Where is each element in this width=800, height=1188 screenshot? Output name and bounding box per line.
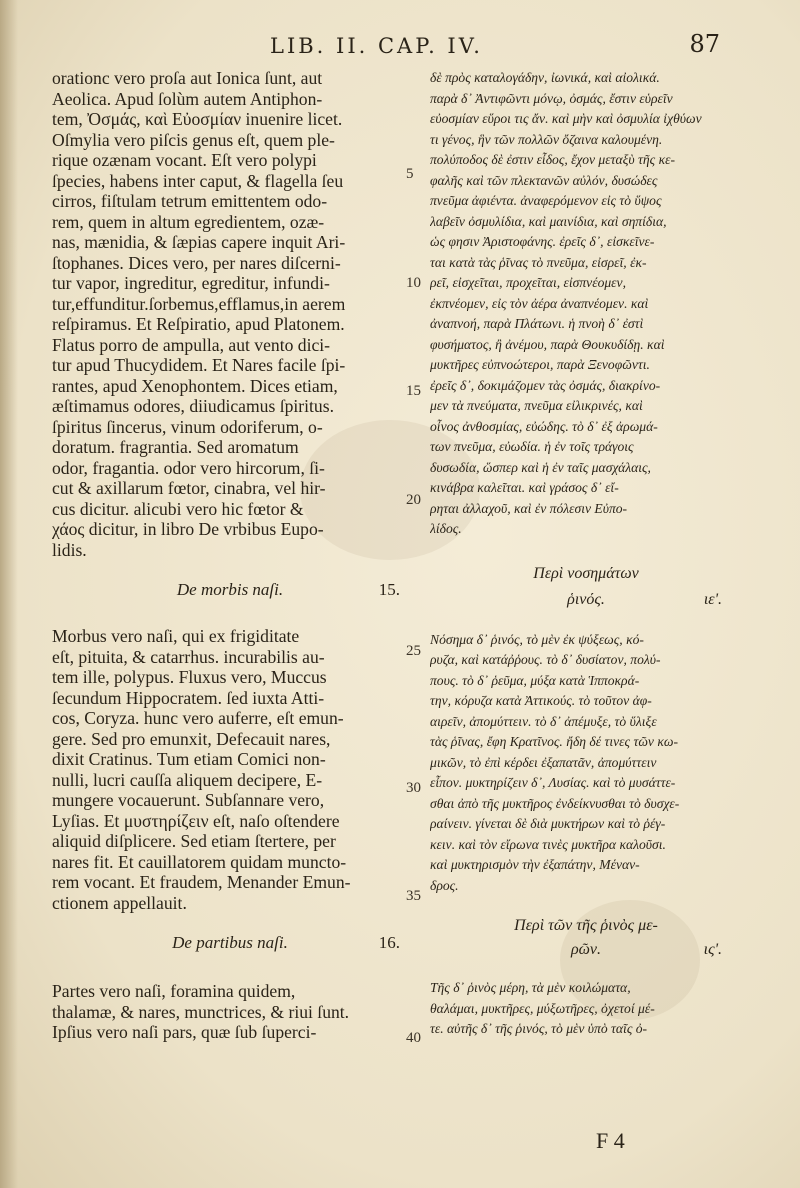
latin-column [52,68,408,1043]
text-line: οἶνος ἀνθοσμίας, εὐώδης. τὸ δ᾽ ἐξ ἀρωμά- [430,418,658,434]
text-line: ρεῖ, εἰσχεῖται, προχεῖται, εἰσπνέομεν, [430,275,626,290]
heading-number: ις'. [703,941,722,958]
running-title: LIB. II. CAP. IV. [270,34,483,58]
text-line: την, κόρυζα κατὰ Ἀττικούς. τὸ τοῦτον ἀφ- [430,693,652,708]
text-line: φυσήματος, ἢ ἀνέμου, παρὰ Θουκυδίδῃ. καὶ [430,336,665,352]
margin-line-number: 10 [406,275,421,291]
text-line: ſpiritus ſincerus, vinum odoriferum, o- [52,416,323,437]
margin-line-number: 5 [406,166,414,182]
text-line: ſtophanes. Dices vero, per nares diſcerni- [52,252,341,273]
heading-text: ῥινός. [567,590,605,608]
running-header [270,30,730,62]
text-line: tem, Ὀσμάς, καὶ Εὐοσμίαν inuenire licet. [52,109,343,129]
page-number: 87 [689,30,720,58]
latin-section-2 [52,626,408,913]
text-line: ctionem appellauit. [52,892,187,913]
text-line: aliquid diſplicere. Sed etiam ſtertere, per [52,831,336,851]
text-line: τι γένος, ἣν τῶν πολλῶν ὄζαινα καλουμένη. [430,131,663,147]
text-line: πνεῦμα ἀφιέντα. ἀναφερόμενον εἰς τὸ ὕψος [430,193,662,208]
latin-heading-partibus [52,933,408,959]
text-line: ἐρεῖς δ᾽, δοκιμάζομεν τὰς ὀσμάς, διακρίνο- [430,377,661,393]
margin-line-number: 35 [406,888,421,904]
margin-line-number: 40 [406,1030,421,1046]
greek-section-2 [430,630,742,897]
text-line: ſpecies, habens inter caput, & flagella ſeu [52,170,344,191]
text-line: Τῆς δ᾽ ῥινὸς μέρη, τὰ μὲν κοιλώματα, [430,980,631,995]
text-line: πολύποδος δὲ ἐστιν εἶδος, ἔχον μεταξὺ τῆς κε- [430,152,675,167]
text-line: τὰς ῥῖνας, ἔφη Κρατῖνος. ἤδη δέ τινες τῶν κω- [430,734,678,749]
text-line: orationc vero proſa aut Ionica ſunt, aut [52,68,323,88]
text-line: nares fit. Et cauillatorem quidam munctо- [52,851,347,872]
greek-section-3 [430,978,742,1040]
text-line: Lyſias. Et μυστηρίζειν eſt, naſo oſtendere [52,810,340,831]
text-line: tur,effunditur.ſorbemus,efflamus,in aerem [52,293,346,314]
text-line: cus dicitur. alicubi vero hic fœtor & [52,498,304,519]
text-line: ραίνειν. γίνεται δὲ διὰ μυκτήρων καὶ τὸ ῥέγ- [430,816,666,831]
text-line: nas, mænidia, & ſæpias capere inquit Ari- [52,232,346,252]
text-line: lidis. [52,539,87,560]
text-line: dixit Cratinus. Tum etiam Comici non- [52,749,326,769]
text-line: δρος. [430,877,459,893]
greek-heading-meron-line2 [430,940,742,966]
text-line: cut & axillarum fœtor, cinabra, vel hir- [52,478,326,498]
text-line: εὐοσμίαν εὕροι τις ἄν. καὶ μὴν καὶ ὀσμυλία ἰχθύων [430,111,702,126]
text-line: λίδος. [430,521,462,536]
latin-heading-morbis [52,580,408,606]
text-line: Νόσημα δ᾽ ῥινός, τὸ μὲν ἐκ ψύξεως, κό- [430,631,644,647]
text-line: δυσωδία, ὥσπερ καὶ ἡ ἐν ταῖς μασχάλαις, [430,459,651,475]
text-line: τε. αὐτῆς δ᾽ τῆς ῥινός, τὸ μὲν ὑπὸ ταῖς ὀ- [430,1021,648,1036]
text-line: cirros, fiſtulam tetrum emittentem odo- [52,191,328,211]
latin-section-1 [52,68,408,560]
text-line: Oſmylia vero piſcis genus eſt, quem ple- [52,129,335,150]
text-line: mungere vocauerunt. Subſannare vero, [52,790,325,810]
text-line: rem, quem in altum egredientem, ozæ- [52,211,325,232]
text-line: δὲ πρὸς καταλογάδην, ἰωνικά, καὶ αἰολικά. [430,70,660,85]
page-gutter-shadow [0,0,18,1188]
greek-section-1 [430,68,742,540]
text-line: κινάβρα καλεῖται. καὶ γράσος δ᾽ εἴ- [430,480,619,495]
text-line: εἶπον. μυκτηρίζειν δ᾽, Λυσίας. καὶ τὸ μυσάττε- [430,775,676,790]
text-line: των πνεῦμα, εὐωδία. ἡ ἐν τοῖς τράγοις [430,439,634,454]
text-line: ρυζα, καὶ κατάῤῥους. τὸ δ᾽ δυσίατον, πολύ- [430,652,661,667]
heading-number: ιε'. [703,590,722,608]
text-line: μεν τὰ πνεύματα, πνεῦμα εἰλικρινές, καὶ [430,398,643,413]
heading-number: 16. [378,933,400,952]
text-line: odor, fragantia. odor vero hircorum, ſi- [52,457,325,478]
text-line: nulli, lucri cauſſa aliquem decipere, E- [52,769,323,790]
text-line: Ipſius vero naſi pars, quæ ſub ſuperci- [52,1022,317,1042]
text-line: thalamæ, & nares, munctrices, & riui ſunt. [52,1001,350,1022]
text-line: καὶ μυκτηρισμὸν τὴν ἐξαπάτην, Μέναν- [430,857,640,872]
text-line: rique ozænam vocant. Eſt vero polypi [52,150,317,170]
text-line: ὡς φησιν Ἀριστοφάνης. ἐρεῖς δ᾽, εἰσκεῖνε- [430,234,655,249]
margin-line-number: 20 [406,492,421,508]
signature-mark: F 4 [596,1128,625,1153]
text-line: eſt, pituita, & catarrhus. incurabilis au- [52,646,325,667]
text-line: φαλῆς καὶ τῶν πλεκτανῶν αὐλόν, δυσώδες [430,172,658,188]
text-line: cos, Coryza. hunc vero auferre, eſt emun- [52,708,344,728]
text-line: tem ille, polypus. Fluxus vero, Muccus [52,667,327,687]
text-line: tur vapor, ingreditur, egreditur, infundi- [52,273,330,293]
text-line: θαλάμαι, μυκτῆρες, μύξωτῆρες, ὀχετοί μέ- [430,1000,655,1016]
greek-heading-nosematon-line2 [430,590,742,616]
text-line: παρὰ δ᾽ Ἀντιφῶντι μόνῳ, ὀσμάς, ἔστιν εὑρεῖν [430,90,673,106]
text-line: rantes, apud Xenophontem. Dices etiam, [52,375,338,396]
text-line: Flatus porro de ampulla, aut vento dici- [52,334,331,355]
text-line: ἐκπνέομεν, εἰς τὸν ἀέρα ἀναπνέομεν. καὶ [430,295,649,311]
text-line: rem vocant. Et fraudem, Menander Emun- [52,872,351,892]
latin-section-3 [52,981,408,1043]
text-line: χάος dicitur, in libro De vrbibus Eupo- [52,519,324,539]
text-line: Aeolica. Apud ſolùm autem Antiphon- [52,88,323,109]
text-line: σθαι ἀπὸ τῆς μυκτῆρος ἐνδείκνυσθαι τὸ δυσχε- [430,795,680,811]
margin-line-number: 25 [406,643,421,659]
text-line: æſtimamus odores, diiudicamus ſpiritus. [52,396,334,416]
text-line: ἀναπνοή, παρὰ Πλάτωνι. ἡ πνοὴ δ᾽ ἐστὶ [430,316,644,331]
text-line: λαβεῖν ὀσμυλίδια, καὶ μαινίδια, καὶ σηπίδια, [430,213,667,229]
text-line: ται κατὰ τὰς ῥῖνας τὸ πνεῦμα, εἰσρεῖ, ἐκ- [430,254,647,270]
heading-text: De morbis naſi. [176,580,284,599]
margin-line-number: 15 [406,383,421,399]
greek-heading-nosematon-line1: Περὶ νοσημάτων [533,564,639,582]
text-line: ſecundum Hippocratem. ſed iuxta Atti- [52,687,325,708]
text-line: μικῶν, τὸ ἐπὶ κέρδει ἐξαπατᾶν, ἀπομύττειν [430,754,657,770]
text-line: Partes vero naſi, foramina quidem, [52,981,296,1001]
text-line: πους. τὸ δ᾽ ῥεῦμα, μύξα κατὰ Ἱπποκρά- [430,672,640,688]
greek-column [430,68,742,1040]
text-line: μυκτῆρες εὐπνοώτεροι, παρὰ Ξενοφῶντι. [430,357,650,372]
text-line: reſpiramus. Et Reſpiratio, apud Platonem. [52,314,345,334]
text-line: gere. Sed pro emunxit, Defecauit nares, [52,728,331,749]
heading-text: ρῶν. [570,941,602,958]
heading-number: 15. [378,580,400,599]
text-line: tur apud Thucydidem. Et Nares facile ſpi- [52,355,346,375]
heading-text: De partibus naſi. [172,933,288,952]
text-line: αιρεῖν, ἀπομύττειν. τὸ δ᾽ ἀπέμυξε, τὸ ὕλιξε [430,713,657,729]
margin-line-number: 30 [406,780,421,796]
text-line: ρηται ἀλλαχοῦ, καὶ ἐν πόλεσιν Εὐπο- [430,500,628,516]
greek-heading-meron-line1: Περὶ τῶν τῆς ῥινὸς με- [514,917,658,934]
text-line: doratum. fragrantia. Sed aromatum [52,437,299,457]
text-line: κειν. καὶ τὸν εἴρωνα τινὲς μυκτῆρα καλοῦσι. [430,836,666,852]
text-line: Morbus vero naſi, qui ex frigiditate [52,626,300,646]
